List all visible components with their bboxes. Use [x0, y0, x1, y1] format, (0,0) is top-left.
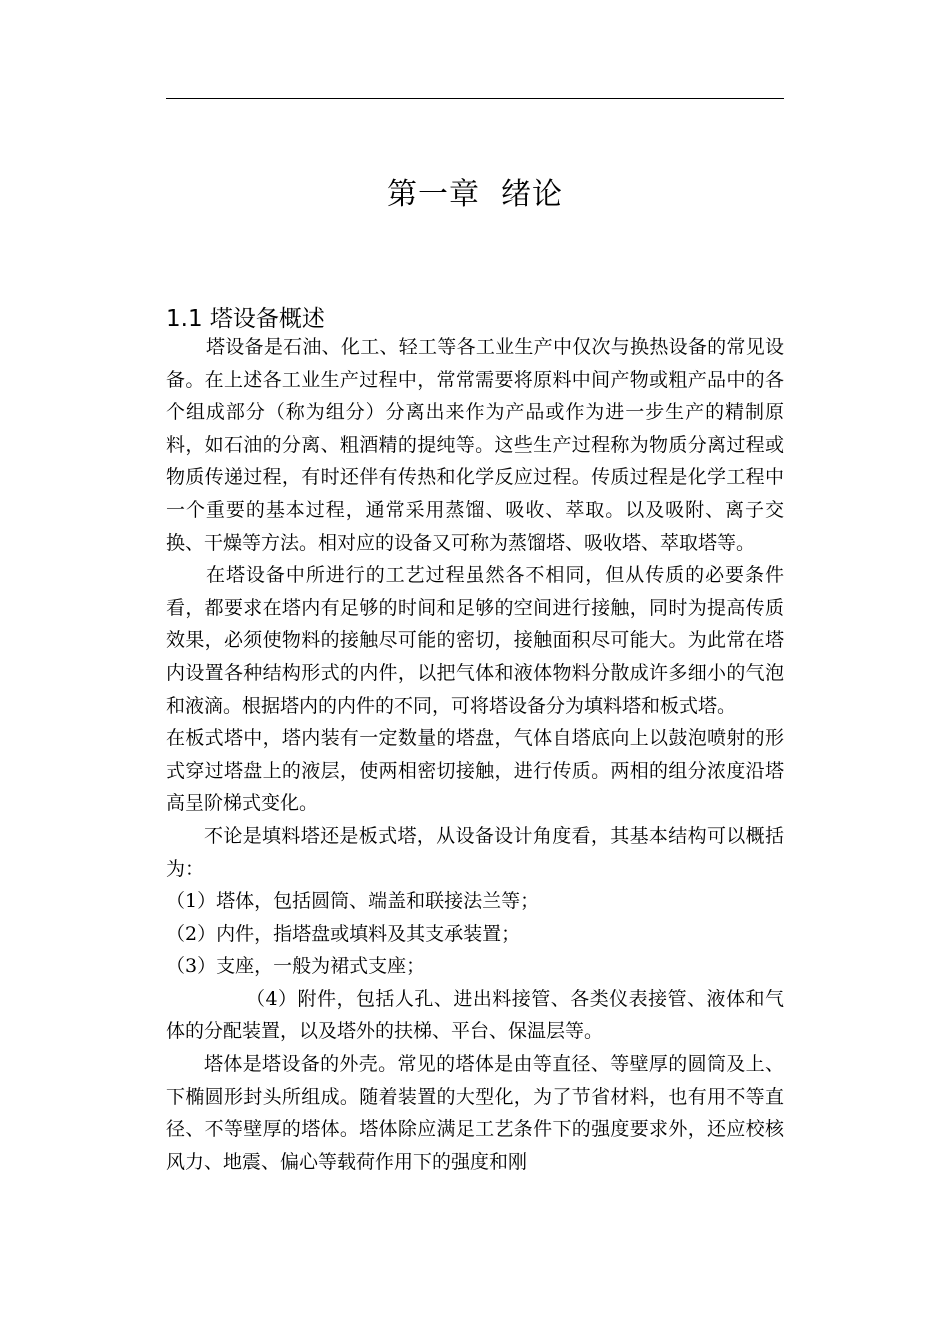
paragraph-intro: 塔设备是石油、化工、轻工等各工业生产中仅次与换热设备的常见设备。在上述各工业生产过程中，常常需要将原料中间产物或粗产品中的各个组成部分（称为组分）分离出来作为产品或作为进一步生产的精制原料，如石油的分离、粗酒精的提纯等。这些生产过程称为物质分离过程或物质传递过程，有时还伴有传热和化学反应过程。传质过程是化学工程中一个重要的基本过程，通常采用蒸馏、吸收、萃取。以及吸附、离子交换、干燥等方法。相对应的设备又可称为蒸馏塔、吸收塔、萃取塔等。 — [166, 336, 784, 554]
paragraph-plate-tower: 在板式塔中，塔内装有一定数量的塔盘，气体自塔底向上以鼓泡喷射的形式穿过塔盘上的液层，使两相密切接触，进行传质。两相的组分浓度沿塔高呈阶梯式变化。 — [166, 727, 784, 815]
chapter-title: 第一章 绪论 — [386, 177, 564, 212]
paragraph-tower-shell: 塔体是塔设备的外壳。常见的塔体是由等直径、等壁厚的圆筒及上、下椭圆形封头所组成。随着装置的大型化，为了节省材料，也有用不等直径、不等壁厚的塔体。塔体除应满足工艺条件下的强度要求外，还应校核风力、地震、偏心等载荷作用下的强度和刚 — [166, 1053, 784, 1173]
list-item-support: （3）支座，一般为裙式支座； — [166, 955, 426, 978]
paragraph-basic-structure: 不论是填料塔还是板式塔，从设备设计角度看，其基本结构可以概括为： — [166, 824, 784, 880]
section-title: 1.1 塔设备概述 — [166, 306, 325, 332]
list-item-accessories: （4）附件，包括人孔、进出料接管、各类仪表接管、液体和气体的分配装置，以及塔外的扶梯、平台、保温层等。 — [166, 987, 784, 1043]
header-rule — [166, 98, 784, 99]
paragraph-mass-transfer: 在塔设备中所进行的工艺过程虽然各不相同，但从传质的必要条件看，都要求在塔内有足够的时间和足够的空间进行接触，同时为提高传质效果，必须使物料的接触尽可能的密切，接触面积尽可能大。为此常在塔内设置各种结构形式的内件，以把气体和液体物料分散成许多细小的气泡和液滴。根据塔内的内件的不同，可将塔设备分为填料塔和板式塔。 — [166, 564, 784, 717]
list-item-tower-body: （1）塔体，包括圆筒、端盖和联接法兰等； — [166, 890, 540, 913]
body-text — [166, 331, 784, 1178]
list-item-internals: （2）内件，指塔盘或填料及其支承装置； — [166, 922, 521, 945]
